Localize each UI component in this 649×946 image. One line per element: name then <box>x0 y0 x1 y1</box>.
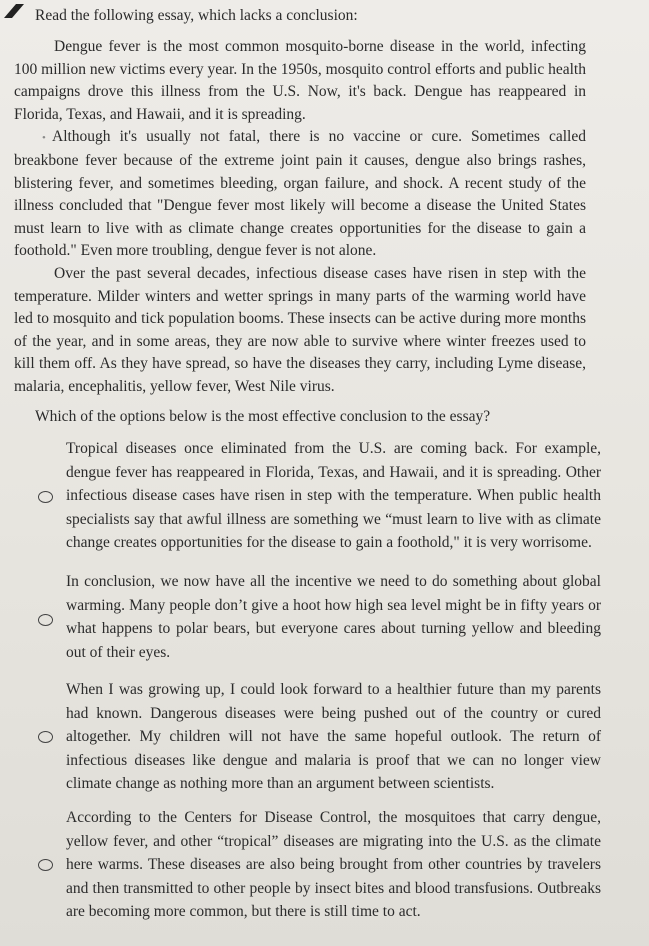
essay-paragraph-2 <box>14 126 586 263</box>
essay-paragraph-2-text: Although it's usually not fatal, there is no vaccine or cure. Sometimes called breakbone fever because of the extreme joint pain it causes, dengue also brings rashes, blistering fever, and sometimes bleeding, organ failure, and shock. A recent study of the illness concluded that "Dengue fever most likely will become a disease the United States must learn to live with as climate change creates opportunities for the disease to gain a foothold." Even more troubling, dengue fever is not alone. <box>14 128 586 260</box>
essay-passage <box>14 36 586 399</box>
answer-option-2[interactable] <box>28 570 618 665</box>
answer-option-4[interactable] <box>28 806 618 926</box>
radio-button-option-2[interactable] <box>38 614 53 626</box>
essay-paragraph-1: Dengue fever is the most common mosquito-borne disease in the world, infecting 100 million new victims every year. In the 1950s, mosquito control efforts and public health campaigns drove this illness from the U.S. Now, it's back. Dengue has reappeared in Florida, Texas, and Hawaii, and it is spreading. <box>14 38 586 123</box>
answer-option-3-text[interactable]: When I was growing up, I could look forward to a healthier future than my parents had known. Dangerous diseases were being pushed out of the country or cured altogether. My children will not have the same hopeful outlook. The return of infectious diseases like dengue and malaria is proof that we can no longer view climate change as nothing more than an argument between scientists. <box>66 681 601 792</box>
essay-paragraph-3: Over the past several decades, infectious disease cases have risen in step with the temperature. Milder winters and wetter springs in many parts of the warming world have led to mosquito and tick population booms. These insects can be active during more months of the year, and in some areas, they are now able to survive where winter freezes used to kill them off. As they have spread, so have the diseases they carry, including Lyme disease, malaria, encephalitis, yellow fever, West Nile virus. <box>14 264 586 395</box>
instruction-text: Read the following essay, which lacks a conclusion: <box>35 7 358 24</box>
answer-option-1[interactable] <box>28 437 618 562</box>
radio-button-option-3[interactable] <box>38 731 53 743</box>
radio-button-option-4[interactable] <box>38 859 53 871</box>
answer-option-2-text[interactable]: In conclusion, we now have all the incentive we need to do something about global warming. Many people don’t give a hoot how high sea level might be in fifty years or what happens to polar bears, but everyone cares about turning yellow and bleeding out of their eyes. <box>66 573 601 661</box>
question-prompt: Which of the options below is the most effective conclusion to the essay? <box>35 408 491 425</box>
answer-option-1-text[interactable]: Tropical diseases once eliminated from the U.S. are coming back. For example, dengue fever has reappeared in Florida, Texas, and Hawaii, and it is spreading. Other infectious disease cases have risen in step with the temperature. When public health specialists say that awful illness are something we “must learn to live with as climate change creates opportunities for the disease to gain a foothold," it is very worrisome. <box>66 440 601 551</box>
answer-option-3[interactable] <box>28 678 618 798</box>
bullet-dot-icon: • <box>42 132 46 145</box>
answer-option-4-text[interactable]: According to the Centers for Disease Control, the mosquitoes that carry dengue, yellow fever, and other “tropical” diseases are migrating into the U.S. as the climate here warms. These diseases are also being brought from other countries by travelers and then transmitted to other people by insect bites and blood transfusions. Outbreaks are becoming more common, but there is still time to act. <box>66 809 601 920</box>
radio-button-option-1[interactable] <box>38 491 53 503</box>
question-marker-icon <box>4 4 24 18</box>
